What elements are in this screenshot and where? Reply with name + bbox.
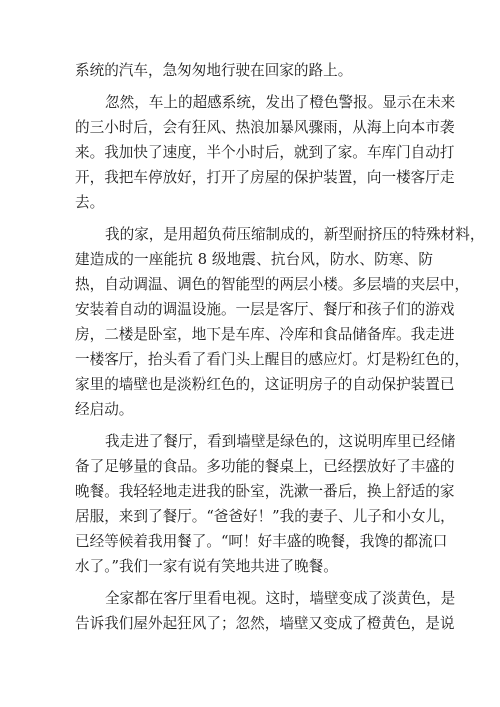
paragraph-5 [75, 586, 456, 636]
paragraph-2 [75, 90, 456, 215]
text-line: 已经等候着我用餐了。“呵！好丰盛的晚餐，我馋的都流口 [75, 533, 448, 550]
text-line: 开，我把车停放好，打开了房屋的保护装置，向一楼客厅走 [75, 169, 455, 186]
text-line: 家里的墙壁也是淡粉红色的，这证明房子的自动保护装置已 [75, 376, 455, 393]
text-line: 经启动。 [75, 401, 134, 418]
text-line: 来。我加快了速度，半个小时后，就到了家。车库门自动打 [75, 144, 455, 161]
text-line: 一楼客厅，抬头看了看门头上醒目的感应灯。灯是粉红色的， [75, 351, 470, 368]
text-line: 去。 [75, 194, 105, 211]
text-line: 房，二楼是卧室，地下是车库、冷库和食品储备库。我走进 [75, 326, 455, 343]
paragraph-1 [75, 58, 433, 83]
text-line: 居服，来到了餐厅。“爸爸好！”我的妻子、儿子和小女儿， [75, 508, 455, 525]
text-line: 告诉我们屋外起狂风了；忽然，墙壁又变成了橙黄色，是说 [75, 615, 455, 632]
text-line: 安装着自动的调温设施。一层是客厅、餐厅和孩子们的游戏 [75, 301, 455, 318]
text-line: 系统的汽车，急匆匆地行驶在回家的路上。 [75, 62, 353, 79]
paragraph-4 [75, 429, 456, 579]
text-line: 晚餐。我轻轻地走进我的卧室，洗漱一番后，换上舒适的家 [75, 483, 455, 500]
text-line: 的三小时后，会有狂风、热浪加暴风骤雨，从海上向本市袭 [75, 119, 455, 136]
text-line: 建造成的一座能抗 8 级地震、抗台风，防水、防寒、防 [75, 251, 433, 268]
text-line: 忽然，车上的超感系统，发出了橙色警报。显示在未来 [105, 94, 456, 111]
text-line: 热，自动调温、调色的智能型的两层小楼。多层墙的夹层中， [75, 276, 470, 293]
text-line: 水了。”我们一家有说有笑地共进了晚餐。 [75, 558, 338, 575]
text-line: 我的家，是用超负荷压缩制成的，新型耐挤压的特殊材料， [105, 226, 485, 243]
text-line: 备了足够量的食品。多功能的餐桌上，已经摆放好了丰盛的 [75, 458, 455, 475]
text-line: 我走进了餐厅，看到墙壁是绿色的，这说明库里已经储 [105, 433, 456, 450]
document-body [75, 58, 485, 636]
text-line: 全家都在客厅里看电视。这时，墙壁变成了淡黄色，是 [105, 590, 456, 607]
paragraph-3 [75, 222, 485, 422]
